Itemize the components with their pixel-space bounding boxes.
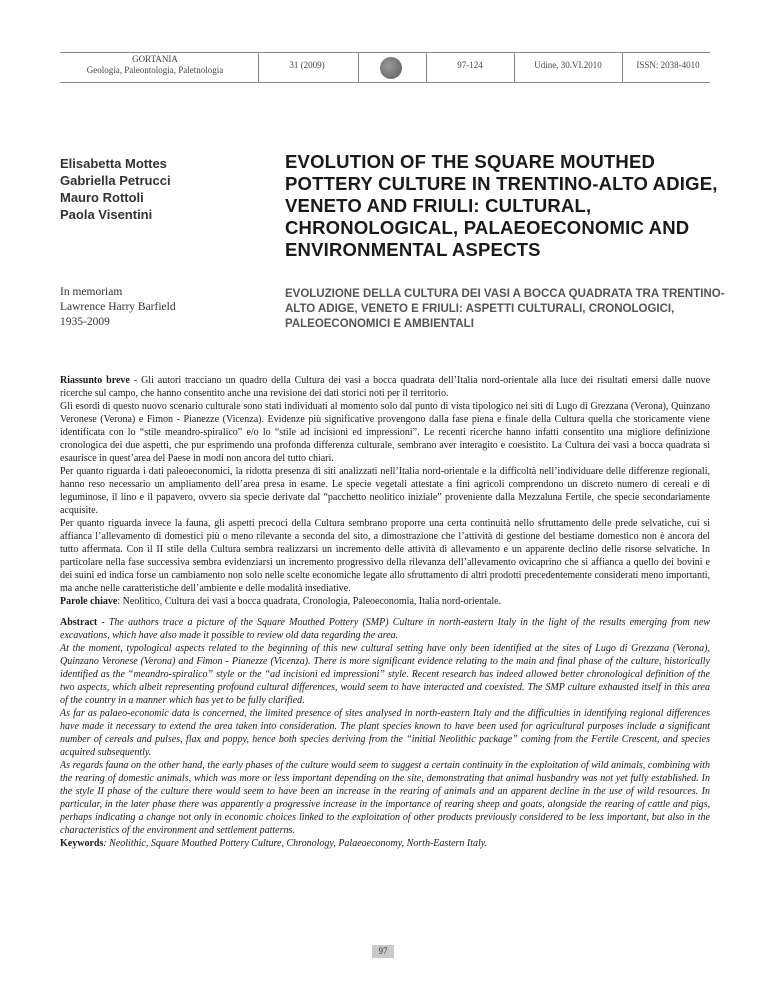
- abstract: [60, 616, 710, 850]
- abstract-paragraph: At the moment, typological aspects related to the beginning of this new cultural setting have only been identified at the sites of Lugo di Grezzana (Verona), Quinzano Veronese (Verona) and Fimon - Pianezze (Vicenza). There is more significant evidence relating to the main and final phase of the culture, historically identified as the “meandro-spiralico” style or the “ad incisioni ed impressioni” style. Recent research has indeed allowed better chronological definition of the two aspects, which albeit representing profound cultural differences, would seem to have interacted and coexisted. The SMP culture exhausted itself in this area of the country in a manner which has yet to be fully clarified.: [60, 643, 710, 706]
- header-top-rule: [60, 52, 710, 53]
- author-name: Elisabetta Mottes: [60, 156, 167, 171]
- header-divider: [258, 52, 259, 82]
- abstract-paragraph: As far as palaeo-economic data is concerned, the limited presence of sites analysed in north-eastern Italy and the difficulties in identifying regional differences have made it necessary to extend the area taken into consideration. The plant species known to have been used for agricultural purposes include a significant number of cereals and pulses, flax and poppy, hence both species deriving from the “initial Neolithic package” coming from the Fertile Crescent, and species acquired subsequently.: [60, 708, 710, 758]
- abstract-label: Abstract: [60, 617, 98, 628]
- abstract-paragraph: Abstract - The authors trace a picture of the Square Mouthed Pottery (SMP) Culture in north-eastern Italy in the light of the results emerging from new excavations, which have also made it possible to review old data regarding the area.: [60, 617, 710, 641]
- article-title: EVOLUTION OF THE SQUARE MOUTHED POTTERY CULTURE IN TRENTINO-ALTO ADIGE, VENETO AND FRIULI: CULTURAL, CHRONOLOGICAL, PALAEOECONOMIC AND ENVIRONMENTAL ASPECTS: [285, 151, 718, 260]
- dedication-line: 1935-2009: [60, 316, 110, 328]
- journal-logo-icon: [380, 57, 402, 79]
- header-divider: [426, 52, 427, 82]
- abstract-keywords: Keywords: Neolithic, Square Mouthed Pottery Culture, Chronology, Palaeoeconomy, North-Eastern Italy.: [60, 838, 488, 849]
- volume: 31 (2009): [289, 60, 325, 70]
- author-list: [60, 155, 260, 223]
- riassunto-paragraph: Per quanto riguarda invece la fauna, gli aspetti precoci della Cultura sembrano proporre una certa continuità nello sfruttamento delle prede selvatiche, cui si affianca l’allevamento di domestici più o meno rilevante a seconda del sito, a dimostrazione che l’attività di gestione del bestiame domestico non è ancora del tutto affermata. Con il II stile della Cultura sembra realizzarsi un incremento delle attività di allevamento e un apparente declino delle risorse selvatiche. In particolare nella fase successiva sembra evidenziarsi un incremento progressivo della rilevanza dell’allevamento ovicaprino che si affianca a quello dei bovini e dei suini ed indica forse un cambiamento non solo nelle scelte economiche legate allo sfruttamento di altri prodotti precedentemente considerati meno importanti, ma anche nelle caratteristiche dell’ambiente e delle modalità insediative.: [60, 518, 710, 594]
- journal-header: [60, 44, 710, 84]
- header-bottom-rule: [60, 82, 710, 83]
- keywords-label: Parole chiave: [60, 596, 118, 607]
- header-divider: [358, 52, 359, 82]
- dedication-line: Lawrence Harry Barfield: [60, 301, 176, 313]
- author-name: Paola Visentini: [60, 207, 153, 222]
- page-range: 97-124: [457, 60, 483, 70]
- keywords-label: Keywords: [60, 838, 104, 849]
- dedication: [60, 285, 260, 330]
- journal-series: Geologia, Paleontologia, Paletnologia: [86, 65, 224, 75]
- header-divider: [514, 52, 515, 82]
- riassunto-keywords: Parole chiave: Neolitico, Cultura dei vasi a bocca quadrata, Cronologia, Paleoeconomia, Italia nord-orientale.: [60, 596, 502, 607]
- header-divider: [622, 52, 623, 82]
- place-date: Udine, 30.VI.2010: [534, 60, 602, 70]
- journal-name-block: [60, 54, 250, 76]
- journal-name: GORTANIA: [132, 54, 178, 64]
- article-subtitle-italian: EVOLUZIONE DELLA CULTURA DEI VASI A BOCCA QUADRATA TRA TRENTINO-ALTO ADIGE, VENETO E FRIULI: ASPETTI CULTURALI, CRONOLOGICI, PALEOECONOMICI E AMBIENTALI: [285, 288, 725, 330]
- riassunto-paragraph: Per quanto riguarda i dati paleoeconomici, la ridotta presenza di siti analizzati nell’Italia nord-orientale e la difficoltà nell’individuare delle differenze regionali, hanno reso necessario un ampliamento dell’area presa in esame. Le specie vegetali attestate a fini agricoli comprendono un discreto numero di cereali e di leguminose, il lino e il papavero, ovvero sia specie derivate dal “pacchetto neolitico iniziale” proveniente dalla Mezzaluna Fertile, che specie secondariamente acquisite.: [60, 466, 710, 516]
- page-number: 97: [372, 945, 394, 958]
- dedication-line: In memoriam: [60, 286, 123, 298]
- riassunto-paragraph: Riassunto breve - Gli autori tracciano un quadro della Cultura dei vasi a bocca quadrata dell’Italia nord-orientale alla luce dei risultati emersi dalle nuove ricerche sul campo, che hanno consentito anche una revisione dei dati storici noti per il territorio.: [60, 375, 711, 399]
- riassunto-label: Riassunto breve: [60, 375, 130, 386]
- abstract-paragraph: As regards fauna on the other hand, the early phases of the culture would seem to suggest a certain continuity in the exploitation of wild animals, combining with the rearing of domestic animals, which was more or less important depending on the site, demonstrating that animal husbandry was not yet fully established. In the style II phase of the culture there would seem to have been an increase in the rearing of animals and an apparent decline in the use of wild resources. In particular, in the later phase there was apparently a progressive increase in the importance of rearing sheep and goats, alongside the rearing of cattle and pigs, perhaps indicating a change not only in economic choices linked to the exploitation of other products previously considered to be less important, but also in the characteristics of the environment and settlement patterns.: [60, 760, 710, 836]
- issn: ISSN: 2038-4010: [636, 60, 700, 70]
- author-name: Gabriella Petrucci: [60, 173, 171, 188]
- riassunto-paragraph: Gli esordi di questo nuovo scenario culturale sono stati individuati al momento solo dal punto di vista tipologico nei siti di Lugo di Grezzana (Verona), Quinzano Veronese (Verona) e Fimon - Pianezze (Vicenza). Evidenze più significative provengono dalla fase piena e finale della Cultura quella che storicamente viene identificata con lo “stile meandro-spiralico” e/o lo “stile ad incisioni ed impressioni”. Le recenti ricerche hanno infatti consentito una migliore definizione cronologica dei due aspetti, che pur esprimendo una profonda differenza culturale, sembrano aver interagito e coesistito. La Cultura dei vasi a bocca quadrata si esaurisce in quest’area del Paese in modi non ancora del tutto chiari.: [60, 401, 710, 464]
- author-name: Mauro Rottoli: [60, 190, 144, 205]
- abstract-section: [60, 374, 710, 850]
- riassunto: [60, 374, 710, 608]
